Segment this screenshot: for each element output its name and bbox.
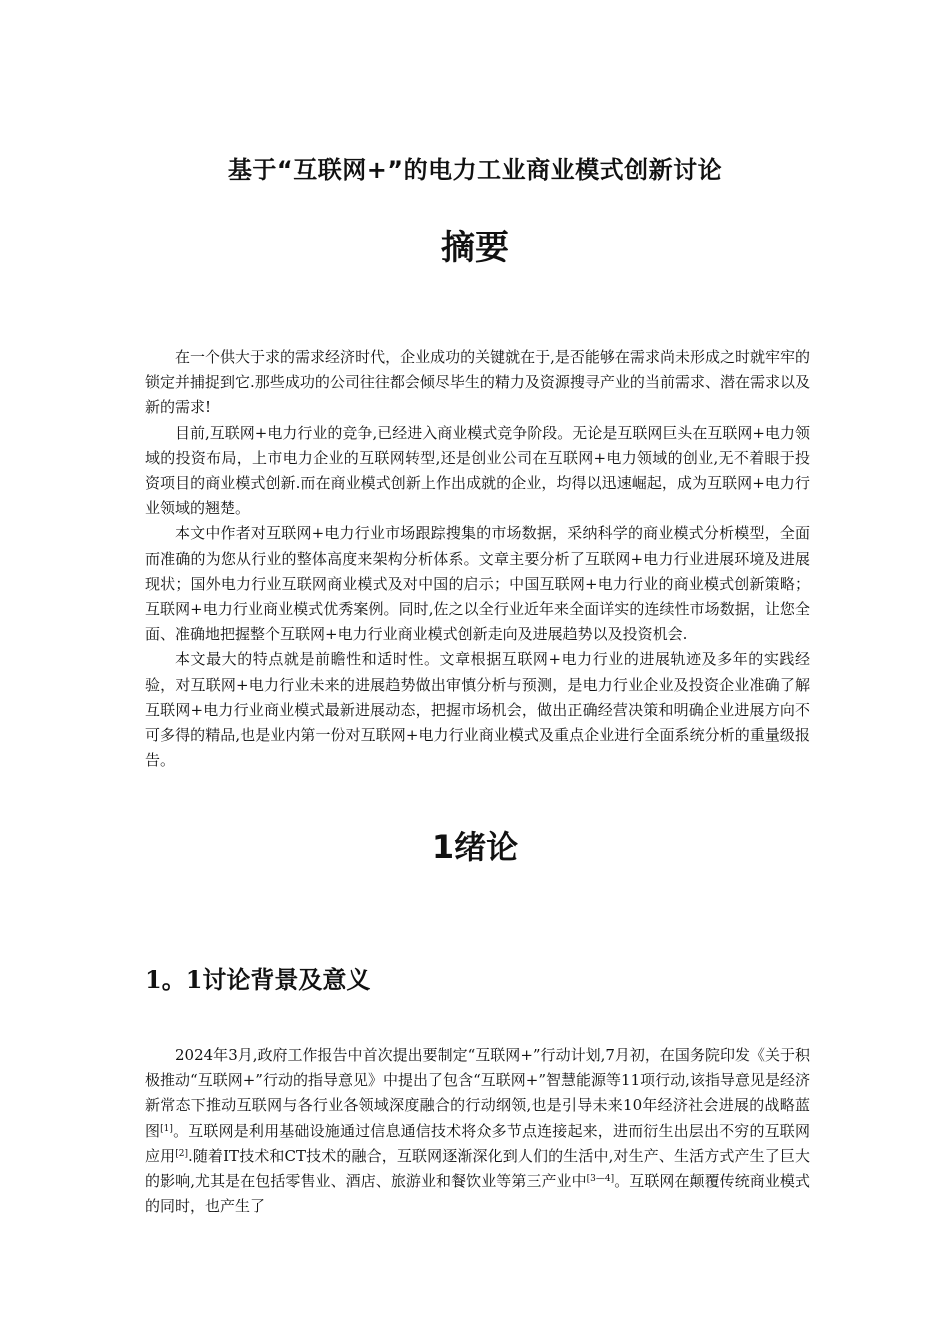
intro-paragraph: [145, 1043, 810, 1219]
section-heading: 1。1讨论背景及意义: [145, 965, 371, 994]
intro-text: 。互联网在颠覆传统商业模式的同时，也产生了: [145, 1172, 810, 1216]
abstract-paragraph: 本文中作者对互联网+电力行业市场跟踪搜集的市场数据，采纳科学的商业模式分析模型，全面而准确的为您从行业的整体高度来架构分析体系。文章主要分析了互联网+电力行业进展环境及进展现状；国外电力行业互联网商业模式及对中国的启示；中国互联网+电力行业的商业模式创新策略；互联网+电力行业商业模式优秀案例。同时,佐之以全行业近年来全面详实的连续性市场数据，让您全面、准确地把握整个互联网+电力行业商业模式创新走向及进展趋势以及投资机会.: [145, 524, 810, 644]
citation-ref: [3—4]: [586, 1174, 615, 1185]
chapter-heading: 1绪论: [431, 828, 519, 866]
abstract-body: [145, 345, 810, 773]
intro-text: 。互联网是利用基础设施通过信息通信技术将众多节点连接起来，进而衍生出层出不穷的互联网应用: [145, 1121, 810, 1165]
abstract-heading: 摘要: [441, 228, 509, 268]
abstract-paragraph: 目前,互联网+电力行业的竞争,已经进入商业模式竞争阶段。无论是互联网巨头在互联网+电力领域的投资布局，上市电力企业的互联网转型,还是创业公司在互联网+电力领域的创业,无不着眼于投资项目的商业模式创新.而在商业模式创新上作出成就的企业，均得以迅速崛起，成为互联网+电力行业领域的翘楚。: [145, 423, 810, 518]
intro-text: .随着IT技术和CT技术的融合，互联网逐渐深化到人们的生活中,对生产、生活方式产生了巨大的影响,尤其是在包括零售业、酒店、旅游业和餐饮业等第三产业中: [145, 1146, 810, 1191]
intro-text: 2024年3月,政府工作报告中首次提出要制定“互联网+”行动计划,7月初，在国务院印发《关于积极推动“互联网+”行动的指导意见》中提出了包含“互联网+”智慧能源等11项行动,该指导意见是经济新常态下推动互联网与各行业各领域深度融合的行动纲领,也是引导未来10年经济社会进展的战略蓝图: [145, 1046, 810, 1140]
abstract-paragraph: 在一个供大于求的需求经济时代，企业成功的关键就在于,是否能够在需求尚未形成之时就牢牢的锁定并捕捉到它.那些成功的公司往往都会倾尽毕生的精力及资源搜寻产业的当前需求、潜在需求以及新的需求!: [145, 348, 810, 417]
citation-ref: [1]: [160, 1123, 173, 1134]
citation-ref: [2]: [175, 1148, 188, 1159]
document-title: 基于“互联网+”的电力工业商业模式创新讨论: [227, 156, 723, 184]
abstract-paragraph: 本文最大的特点就是前瞻性和适时性。文章根据互联网+电力行业的进展轨迹及多年的实践经验，对互联网+电力行业未来的进展趋势做出审慎分析与预测，是电力行业企业及投资企业准确了解互联网+电力行业商业模式最新进展动态，把握市场机会，做出正确经营决策和明确企业进展方向不可多得的精品,也是业内第一份对互联网+电力行业商业模式及重点企业进行全面系统分析的重量级报告。: [145, 650, 810, 770]
intro-body: [145, 1043, 810, 1219]
